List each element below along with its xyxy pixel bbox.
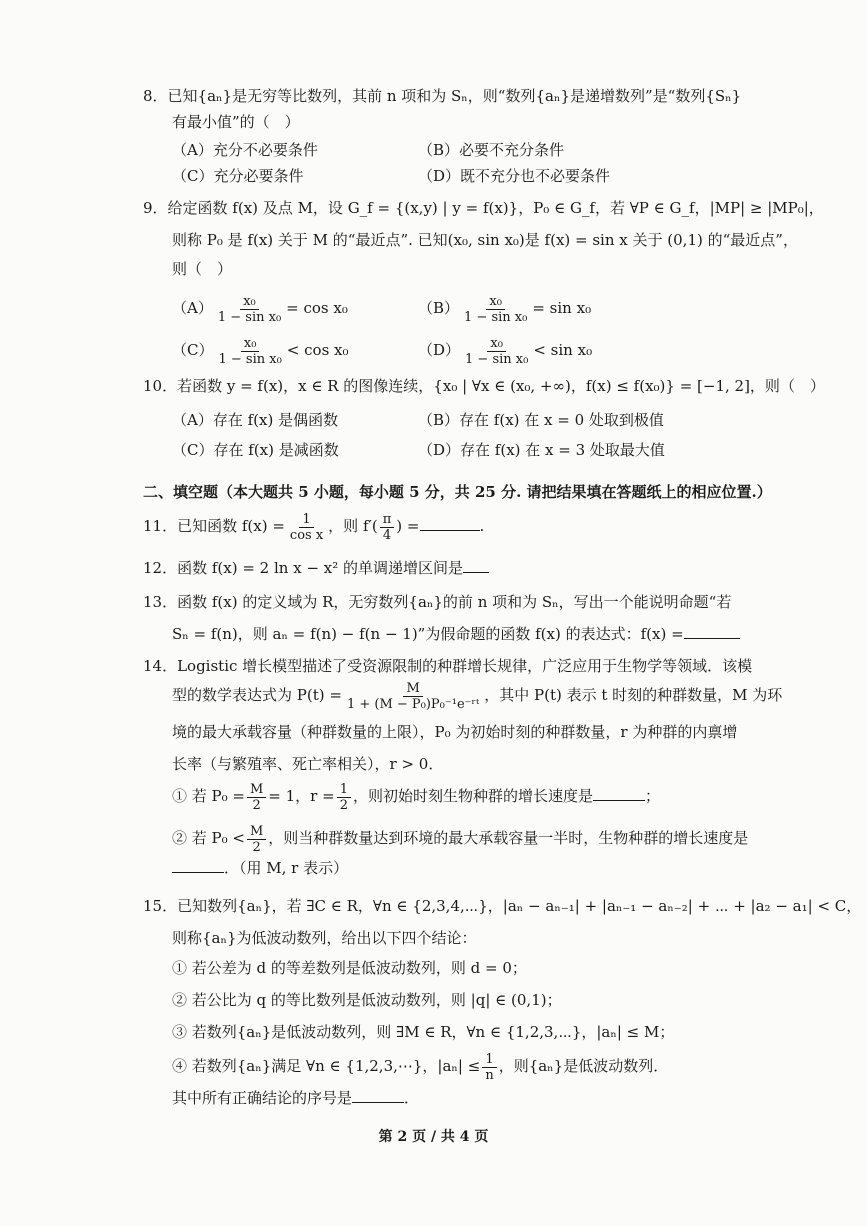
q11-middle: ，则 f′( <box>328 517 378 535</box>
c4-prefix: ④ 若数列{aₙ}满足 ∀n ∈ {1,2,3,⋯}，|aₙ| ≤ <box>172 1057 481 1075</box>
q15-final-text: 其中所有正确结论的序号是 <box>172 1089 353 1107</box>
answer-blank <box>593 800 645 801</box>
option-label: （D） <box>418 341 461 359</box>
option-label: （B） <box>418 299 460 317</box>
q8-option-d: （D）既不充分也不必要条件 <box>418 167 611 185</box>
fraction-numerator: 1 <box>299 512 313 528</box>
fraction-denominator: 1 − sin x₀ <box>464 309 528 325</box>
fraction-numerator: M <box>247 824 266 840</box>
q8-option-a: （A）充分不必要条件 <box>172 141 318 159</box>
q10-option-b: （B）存在 f(x) 在 x = 0 处取到极值 <box>418 411 664 429</box>
relation: < sin x₀ <box>533 341 593 359</box>
relation: = cos x₀ <box>286 299 348 317</box>
option-label: （C） <box>172 341 214 359</box>
fraction-denominator: 1 + (M − P₀)P₀⁻¹e⁻ʳᵗ <box>346 696 480 712</box>
relation: < cos x₀ <box>286 341 349 359</box>
q11-suffix: ) = <box>396 517 420 535</box>
q10-option-a: （A）存在 f(x) 是偶函数 <box>172 411 339 429</box>
q14-line2 <box>172 676 782 714</box>
q15-conclusion-4 <box>172 1046 668 1086</box>
fraction <box>380 512 395 543</box>
q15-final-dot: ． <box>404 1089 420 1107</box>
sub2-end: ．（用 M, r 表示） <box>224 859 349 877</box>
fraction-numerator: π <box>380 512 395 528</box>
sub1-end: ； <box>644 787 660 805</box>
fraction-numerator: x₀ <box>241 336 260 352</box>
q8-option-c: （C）充分必要条件 <box>172 167 304 185</box>
page-footer: 第 2 页 / 共 4 页 <box>378 1129 489 1145</box>
fraction-denominator: n <box>485 1067 494 1083</box>
sub1-prefix: ① 若 P₀ = <box>172 787 245 805</box>
q15-conclusion-2: ② 若公比为 q 的等比数列是低波动数列，则 |q| ∈ (0,1)； <box>172 991 562 1009</box>
fraction <box>337 782 351 813</box>
sub2-prefix: ② 若 P₀ < <box>172 829 245 847</box>
fraction <box>247 782 266 813</box>
sub2-text: ，则当种群数量达到环境的最大承载容量一半时，生物种群的增长速度是 <box>268 829 749 847</box>
fraction-denominator: 2 <box>252 839 261 855</box>
q13-line1: 13．函数 f(x) 的定义域为 R，无穷数列{aₙ}的前 n 项和为 Sₙ，写出一个能说明命题“若 <box>143 593 732 611</box>
fraction-denominator: cos x <box>289 527 324 543</box>
q9-stem-line1: 9．给定函数 f(x) 及点 M，设 G_f = {(x,y) | y = f(x)}，P₀ ∈ G_f，若 ∀P ∈ G_f，|MP| ≥ |MP₀|， <box>143 199 824 217</box>
q15-conclusion-3: ③ 若数列{aₙ}是低波动数列，则 ∃M ∈ R，∀n ∈ {1,2,3,⋯}，|aₙ| ≤ M； <box>172 1023 675 1041</box>
fraction-numerator: 1 <box>337 782 351 798</box>
q15-line1: 15．已知数列{aₙ}，若 ∃C ∈ R，∀n ∈ {2,3,4,⋯}，|aₙ − aₙ₋₁| + |aₙ₋₁ − aₙ₋₂| + ⋯ + |a₂ − a₁| < C， <box>143 897 862 915</box>
q10-option-c: （C）存在 f(x) 是减函数 <box>172 441 339 459</box>
answer-blank <box>352 1102 404 1103</box>
answer-blank <box>684 638 740 639</box>
fraction-numerator: M <box>247 782 266 798</box>
sub1-suffix: ，则初始时刻生物种群的增长速度是 <box>352 787 593 805</box>
q14-subquestion-2-tail <box>172 858 348 878</box>
fraction-denominator: 4 <box>382 527 392 543</box>
fraction <box>215 294 284 325</box>
q9-option-b <box>418 291 591 325</box>
q14-line2-suffix: ，其中 P(t) 表示 t 时刻的种群数量，M 为环 <box>484 686 783 704</box>
fraction-numerator: x₀ <box>486 294 505 310</box>
q11-end: . <box>479 517 485 535</box>
q14-subquestion-2 <box>172 818 748 858</box>
q10-option-d: （D）存在 f(x) 在 x = 3 处取最大值 <box>418 441 665 459</box>
sub1-middle: = 1，r = <box>268 787 335 805</box>
q15-line2: 则称{aₙ}为低波动数列，给出以下四个结论： <box>172 929 477 947</box>
fraction <box>287 512 326 543</box>
q9-stem-line3: 则（ ） <box>172 260 233 278</box>
fraction-denominator: 1 − sin x₀ <box>465 351 529 367</box>
q13-text: Sₙ = f(n)，则 aₙ = f(n) − f(n − 1)”为假命题的函数 f(x) 的表达式：f(x) = <box>172 625 684 643</box>
c4-suffix: ，则{aₙ}是低波动数列． <box>498 1057 669 1075</box>
q14-line1: 14．Logistic 增长模型描述了受资源限制的种群增长规律，广泛应用于生物学等领域．该模 <box>143 657 753 675</box>
q8-stem-line1: 8．已知{aₙ}是无穷等比数列，其前 n 项和为 Sₙ，则“数列{aₙ}是递增数列”是“数列{Sₙ} <box>143 87 742 105</box>
relation: = sin x₀ <box>532 299 592 317</box>
q13-line2 <box>172 624 740 644</box>
q12 <box>143 558 489 578</box>
fraction-numerator: x₀ <box>240 294 259 310</box>
fraction-denominator: 2 <box>339 797 348 813</box>
fraction <box>461 294 530 325</box>
q12-text: 12．函数 f(x) = 2 ln x − x² 的单调递增区间是 <box>143 559 464 577</box>
fraction-denominator: 1 − sin x₀ <box>217 309 282 325</box>
q15-conclusion-1: ① 若公差为 d 的等差数列是低波动数列，则 d = 0； <box>172 959 527 977</box>
q14-line3: 境的最大承载容量（种群数量的上限），P₀ 为初始时刻的种群数量，r 为种群的内禀增 <box>172 723 738 741</box>
q11 <box>143 508 484 544</box>
fraction <box>344 681 482 712</box>
fraction-numerator: M <box>403 681 422 697</box>
answer-blank <box>463 572 489 573</box>
q11-prefix: 11．已知函数 f(x) = <box>143 517 285 535</box>
q14-line2-prefix: 型的数学表达式为 P(t) = <box>172 686 342 704</box>
q15-final-line <box>172 1088 419 1108</box>
fraction <box>482 1052 496 1083</box>
q14-subquestion-1 <box>172 776 660 816</box>
q9-option-d <box>418 333 592 367</box>
fraction <box>462 336 531 367</box>
fraction-numerator: 1 <box>482 1052 496 1068</box>
fraction-denominator: 2 <box>252 797 261 813</box>
q9-option-a <box>172 291 348 325</box>
fraction-numerator: x₀ <box>487 336 506 352</box>
section-heading: 二、填空题（本大题共 5 小题，每小题 5 分，共 25 分. 请把结果填在答题纸上的相应位置.） <box>143 483 772 501</box>
answer-blank <box>172 872 224 873</box>
q8-stem-line2: 有最小值”的（ ） <box>172 113 300 131</box>
fraction <box>247 824 266 855</box>
option-label: （A） <box>172 299 213 317</box>
q9-stem-line2: 则称 P₀ 是 f(x) 关于 M 的“最近点”. 已知(x₀, sin x₀)是 f(x) = sin x 关于 (0,1) 的“最近点”， <box>172 231 798 249</box>
fraction <box>215 336 284 367</box>
q10-stem: 10．若函数 y = f(x)，x ∈ R 的图像连续，{x₀ | ∀x ∈ (x₀, +∞)，f(x) ≤ f(x₀)} = [−1, 2]，则（ ） <box>143 377 825 395</box>
q14-line4: 长率（与繁殖率、死亡率相关），r > 0． <box>172 755 444 773</box>
answer-blank <box>420 530 480 531</box>
q8-option-b: （B）必要不充分条件 <box>418 141 565 159</box>
q9-option-c <box>172 333 349 367</box>
fraction-denominator: 1 − sin x₀ <box>218 351 282 367</box>
